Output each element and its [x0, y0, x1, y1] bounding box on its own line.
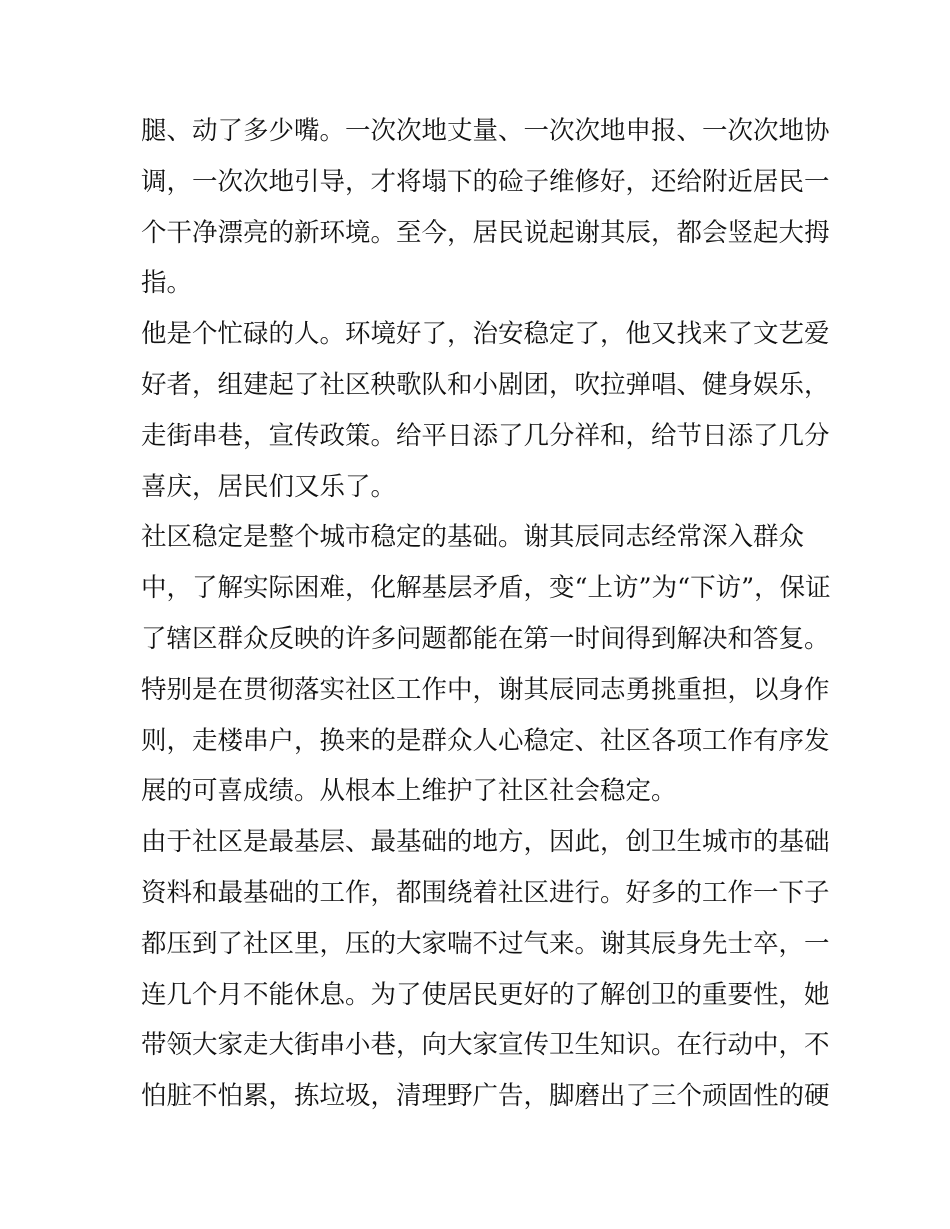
text-line: 喜庆，居民们又乐了。	[141, 471, 397, 502]
text-line: 他是个忙碌的人。环境好了，治安稳定了，他又找来了文艺爱	[141, 319, 830, 350]
body-text	[141, 106, 831, 1122]
text-line: 好者，组建起了社区秧歌队和小剧团，吹拉弹唱、健身娱乐，	[141, 369, 830, 400]
text-line: 走街串巷，宣传政策。给平日添了几分祥和，给节日添了几分	[141, 420, 830, 451]
text-line: 则，走楼串户，换来的是群众人心稳定、社区各项工作有序发	[141, 725, 830, 756]
text-line: 由于社区是最基层、最基础的地方，因此，创卫生城市的基础	[141, 827, 830, 858]
text-line: 个干净漂亮的新环境。至今，居民说起谢其辰，都会竖起大拇	[141, 217, 830, 248]
text-line: 指。	[141, 268, 193, 299]
text-line: 社区稳定是整个城市稳定的基础。谢其辰同志经常深入群众	[141, 522, 805, 553]
text-line: 连几个月不能休息。为了使居民更好的了解创卫的重要性，她	[141, 979, 830, 1010]
text-line: 特别是在贯彻落实社区工作中，谢其辰同志勇挑重担，以身作	[141, 674, 830, 705]
text-line: 资料和最基础的工作，都围绕着社区进行。好多的工作一下子	[141, 877, 830, 908]
text-line: 带领大家走大街串小巷，向大家宣传卫生知识。在行动中，不	[141, 1030, 830, 1061]
text-line: 都压到了社区里，压的大家喘不过气来。谢其辰身先士卒，一	[141, 928, 830, 959]
text-line: 怕脏不怕累，拣垃圾，清理野广告，脚磨出了三个顽固性的硬	[141, 1081, 830, 1112]
text-line: 调，一次次地引导，才将塌下的硷子维修好，还给附近居民一	[141, 166, 830, 197]
text-line: 中，了解实际困难，化解基层矛盾，变“上访”为“下访”，保证	[141, 573, 831, 604]
text-line: 了辖区群众反映的许多问题都能在第一时间得到解决和答复。	[141, 623, 830, 654]
text-line: 腿、动了多少嘴。一次次地丈量、一次次地申报、一次次地协	[141, 116, 830, 146]
text-line: 展的可喜成绩。从根本上维护了社区社会稳定。	[141, 776, 677, 807]
